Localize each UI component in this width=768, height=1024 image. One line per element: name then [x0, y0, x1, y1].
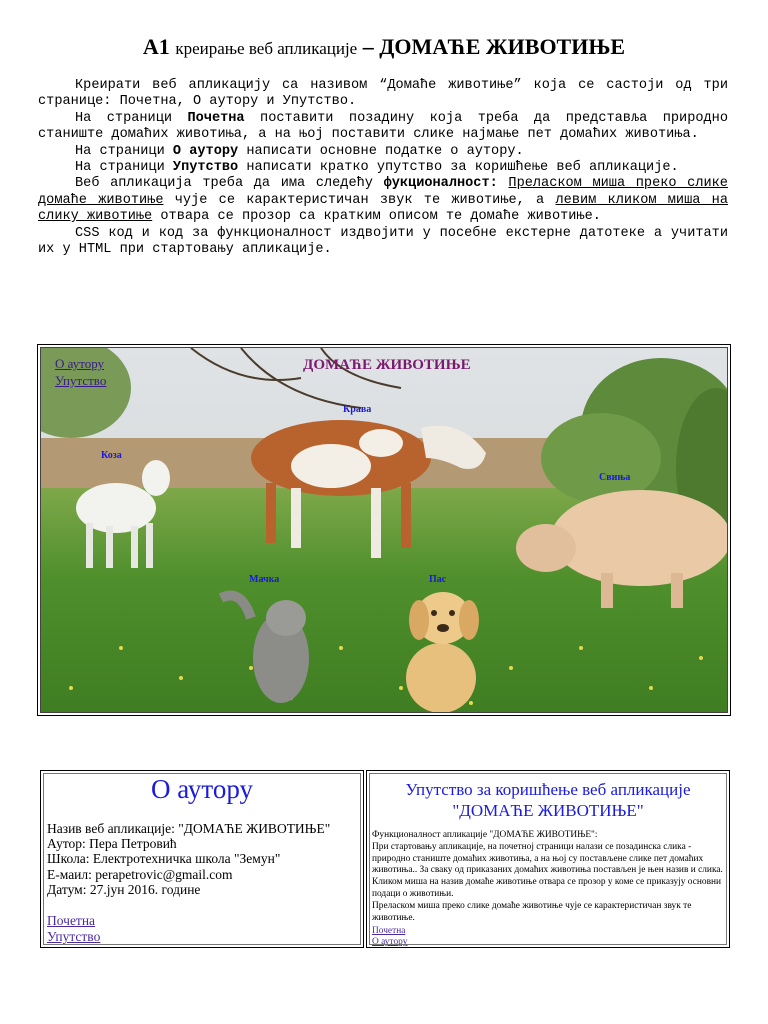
label-dog[interactable]: Пас — [429, 574, 447, 585]
page-title — [0, 34, 768, 60]
scene-title: ДОМАЋЕ ЖИВОТИЊЕ — [303, 357, 471, 373]
guide-line-3: Кликом миша на назив домаће животиње отвара се прозор у коме се приказују основни подаци о животињи. — [372, 877, 722, 899]
about-links — [47, 913, 100, 945]
title-middle: креирање веб апликације — [175, 39, 358, 58]
guide-links — [372, 926, 407, 948]
about-app-name: Назив веб апликације: "ДОМАЋЕ ЖИВОТИЊЕ" — [47, 821, 331, 836]
guide-heading-line1: Упутство за коришћење веб апликације — [405, 780, 691, 799]
guide-line-2: При стартовању апликације, на почетној страници налази се позадинска слика - природно станиште домаћих животиња, а на њој су постављене слике пет домаћих животиња.. За сваку од приказаних домаћих животиња постављен је њен назив и слика. — [372, 841, 723, 876]
about-details — [47, 821, 330, 897]
scene-link-about[interactable]: О аутору — [55, 356, 105, 371]
task-paragraph-2: На страници Почетна поставити позадину која треба да представља природно станиште домаћих животиња, а на њој поставити слике најмање пет домаћих животиња. — [38, 110, 728, 143]
about-heading: О аутору — [151, 774, 253, 804]
task-paragraph-5: Веб апликација треба да има следећу фукционалност: Преласком миша преко слике домаће животиње чује се карактеристичан звук те животиње, а левим кликом миша на слику животиње отвара се прозор са кратким описом те домаће животиње. — [38, 176, 728, 225]
title-dash: – — [362, 34, 374, 59]
label-pig[interactable]: Свиња — [599, 472, 631, 483]
guide-link-home[interactable]: Почетна — [372, 926, 406, 936]
guide-text — [372, 830, 726, 924]
guide-heading-line2: "ДОМАЋЕ ЖИВОТИЊЕ" — [452, 801, 644, 820]
task-paragraph-3: На страници О аутору написати основне податке о аутору. — [75, 143, 524, 159]
guide-line-1: Функционалност апликације "ДОМАЋЕ ЖИВОТИЊЕ": — [372, 830, 598, 840]
scene-link-guide[interactable]: Упутство — [55, 373, 107, 388]
about-link-guide[interactable]: Упутство — [47, 929, 101, 944]
about-date: Датум: 27.јун 2016. године — [47, 881, 201, 897]
about-email: Е-маил: perapetrovic@gmail.com — [47, 866, 233, 882]
guide-page-screenshot — [366, 770, 730, 948]
title-app-name: ДОМАЋЕ ЖИВОТИЊЕ — [379, 34, 626, 59]
label-goat[interactable]: Коза — [101, 450, 122, 461]
home-page-screenshot — [37, 344, 731, 716]
task-paragraph-4: На страници Упутство написати кратко упутство за коришћење веб апликације. — [75, 160, 679, 176]
about-author: Аутор: Пера Петровић — [47, 836, 177, 852]
label-cat[interactable]: Мачка — [249, 574, 280, 585]
task-paragraph-6: CSS код и код за функционалност издвојити у посебне екстерне датотеке а учитати их у HTML при стартовању апликације. — [38, 225, 728, 258]
guide-link-about[interactable]: О аутору — [372, 937, 408, 947]
farm-background — [41, 348, 728, 713]
about-school: Школа: Електротехничка школа "Земун" — [47, 851, 281, 867]
about-link-home[interactable]: Почетна — [47, 913, 96, 928]
label-cow[interactable]: Крава — [343, 404, 372, 415]
about-page-screenshot — [40, 770, 364, 948]
task-description — [38, 78, 728, 258]
guide-heading — [370, 779, 726, 821]
title-code: А1 — [142, 34, 170, 59]
guide-line-4: Преласком миша преко слике домаће животиње чује се карактеристичан звук те животиње. — [372, 900, 692, 923]
task-paragraph-1: Креирати веб апликацију са називом “Домаће животиње” која се састоји од три странице: Почетна, О аутору и Упутство. — [38, 78, 728, 110]
